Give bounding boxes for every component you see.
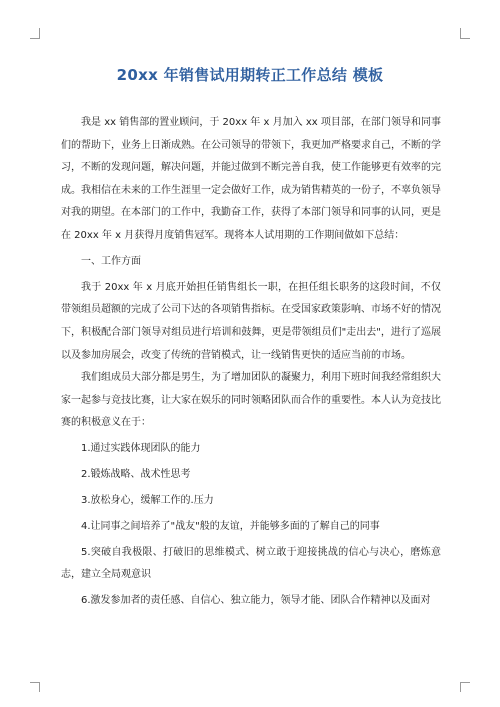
document-body	[61, 112, 441, 616]
list-item-2: 2.锻炼战略、战术性思考	[81, 469, 191, 481]
list-item-1: 1.通过实践体现团队的能力	[81, 443, 201, 455]
list-item-5: 5.突破自我极限、打破旧的思维模式、树立敢于迎接挑战的信心与决心，磨炼意志，建立全局观意识	[61, 546, 441, 581]
paragraph-team-lead: 我于 20xx 年 x 月底开始担任销售组长一职，在担任组长职务的这段时间，不仅带领组员超额的完成了公司下达的各项销售指标。在受国家政策影响、市场不好的情况下，积极配合部门领导对组员进行培训和鼓舞，更是带领组员们"走出去"，进行了巡展以及参加房展会，改变了传统的营销模式，让一线销售更快的适应当前的市场。	[61, 281, 441, 361]
document-title: 20xx 年销售试用期转正工作总结 模板	[116, 66, 384, 84]
list-item-4: 4.让同事之间培养了"战友"般的友谊，并能够多面的了解自己的同事	[81, 520, 380, 532]
list-item-3: 3.放松身心，缓解工作的.压力	[81, 494, 214, 506]
paragraph-team-building: 我们组成员大部分都是男生，为了增加团队的凝聚力，利用下班时间我经常组织大家一起参与竞技比赛，让大家在娱乐的同时领略团队而合作的重要性。本人认为竞技比赛的积极意义在于：	[61, 372, 441, 429]
section-heading-work: 一、工作方面	[81, 255, 141, 267]
list-item-6: 6.激发参加者的责任感、自信心、独立能力，领导才能、团队合作精神以及面对	[81, 595, 431, 607]
paragraph-intro: 我是 xx 销售部的置业顾问，于 20xx 年 x 月加入 xx 项目部，在部门领导和同事们的帮助下，业务上日渐成熟。在公司领导的带领下，我更加严格要求自己，不断的学习，不断的发现问题，解决问题，并能过做到不断完善自我，使工作能够更有效率的完成。我相信在未来的工作生涯里一定会做好工作，成为销售精英的一份子，不辜负领导对我的期望。在本部门的工作中，我勤奋工作，获得了本部门领导和同事的认同，更是在 20xx 年 x 月获得月度销售冠军。现将本人试用期的工作期间做如下总结：	[61, 117, 441, 241]
